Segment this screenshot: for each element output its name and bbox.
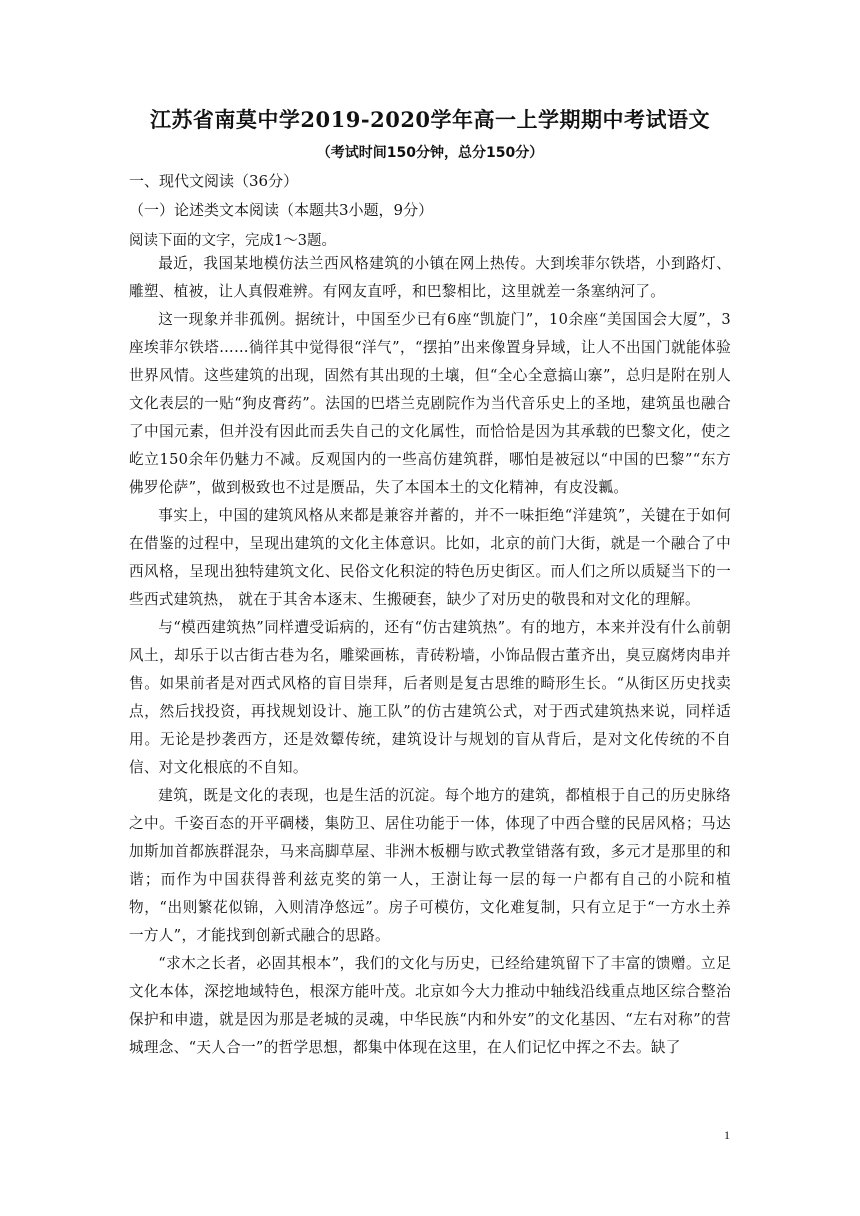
paragraph-5: 建筑，既是文化的表现，也是生活的沉淀。每个地方的建筑，都植根于自己的历史脉络之中。千姿百态的开平碉楼，集防卫、居住功能于一体，体现了中西合璧的民居风格；马达加斯加首都族群混杂，马来高脚草屋、非洲木板棚与欧式教堂错落有致，多元才是那里的和谐；而作为中国获得普利兹克奖的第一人，王澍让每一层的每一户都有自己的小院和植物，“出则繁花似锦，入则清净悠远”。房子可模仿，文化难复制，只有立足于“一方水土养一方人”，才能找到创新式融合的思路。 (129, 787, 731, 944)
page-number: 1 (724, 1128, 730, 1142)
paragraph-6: “求木之长者，必固其根本”，我们的文化与历史，已经给建筑留下了丰富的馈赠。立足文化本体，深挖地域特色，根深方能叶茂。北京如今大力推动中轴线沿线重点地区综合整治保护和申遗，就是因为那是老城的灵魂，中华民族“内和外安”的文化基因、“左右对称”的营城理念、“天人合一”的哲学思想，都集中体现在这里，在人们记忆中挥之不去。缺了 (129, 955, 731, 1056)
subsection-heading: （一）论述类文本阅读（本题共3小题，9分） (129, 201, 434, 219)
section-heading: 一、现代文阅读（36分） (129, 172, 299, 190)
page-title: 江苏省南莫中学2019-2020学年高一上学期期中考试语文 (149, 107, 711, 132)
reading-instruction: 阅读下面的文字，完成1～3题。 (129, 233, 336, 249)
paragraph-1: 最近，我国某地模仿法兰西风格建筑的小镇在网上热传。大到埃菲尔铁塔，小到路灯、雕塑、植被，让人真假难辨。有网友直呼，和巴黎相比，这里就差一条塞纳河了。 (129, 255, 731, 300)
paragraph-2: 这一现象并非孤例。据统计，中国至少已有6座“凯旋门”，10余座“美国国会大厦”，3座埃菲尔铁塔……徜徉其中觉得很“洋气”，“摆拍”出来像置身异域，让人不出国门就能体验世界风情。这些建筑的出现，固然有其出现的土壤，但“全心全意搞山寨”，总归是附在别人文化表层的一贴“狗皮膏药”。法国的巴塔兰克剧院作为当代音乐史上的圣地，建筑虽也融合了中国元素，但并没有因此而丢失自己的文化属性，而恰恰是因为其承载的巴黎文化，使之屹立150余年仍魅力不减。反观国内的一些高仿建筑群，哪怕是被冠以“中国的巴黎”“东方佛罗伦萨”，做到极致也不过是赝品，失了本国本土的文化精神，有皮没瓤。 (129, 311, 731, 496)
paragraph-4: 与“模西建筑热”同样遭受诟病的，还有“仿古建筑热”。有的地方，本来并没有什么前朝风土，却乐于以古街古巷为名，雕梁画栋，青砖粉墙，小饰品假古董齐出，臭豆腐烤肉串并售。如果前者是对西式风格的盲目崇拜，后者则是复古思维的畸形生长。“从街区历史找卖点，然后找投资，再找规划设计、施工队”的仿古建筑公式，对于西式建筑热来说，同样适用。无论是抄袭西方，还是效颦传统，建筑设计与规划的盲从背后，是对文化传统的不自信、对文化根底的不自知。 (129, 619, 731, 776)
paragraph-3: 事实上，中国的建筑风格从来都是兼容并蓄的，并不一味拒绝“洋建筑”，关键在于如何在借鉴的过程中，呈现出建筑的文化主体意识。比如，北京的前门大街，就是一个融合了中西风格，呈现出独特建筑文化、民俗文化积淀的特色历史街区。而人们之所以质疑当下的一些西式建筑热， 就在于其舍本逐末、生搬硬套，缺少了对历史的敬畏和对文化的理解。 (129, 507, 731, 608)
exam-info-subtitle: （考试时间150分钟，总分150分） (316, 145, 544, 161)
article-body (129, 250, 731, 1062)
